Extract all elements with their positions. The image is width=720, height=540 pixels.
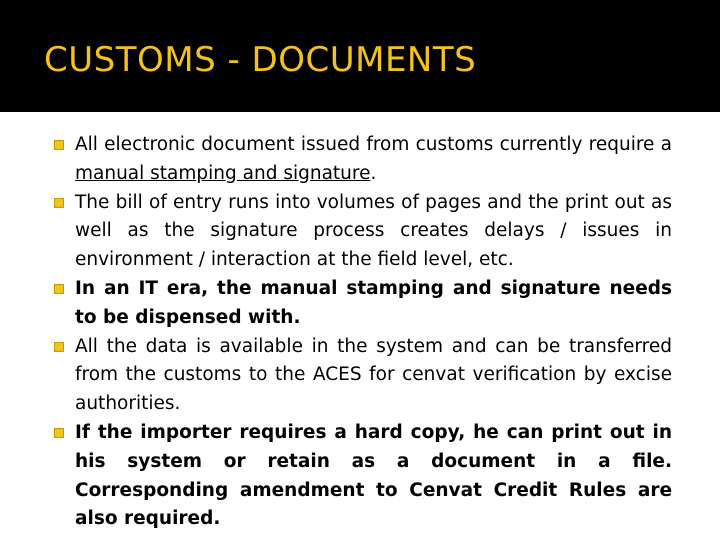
bullet-text: In an IT era, the manual stamping and signature needs to be dispensed with. <box>75 277 672 328</box>
bullet-item <box>54 131 672 189</box>
bullet-item <box>54 333 672 419</box>
bullet-text-end: . <box>370 162 377 184</box>
bullet-item <box>54 189 672 275</box>
bullet-item <box>54 419 672 534</box>
square-bullet-icon <box>54 284 64 294</box>
bullet-item <box>54 275 672 333</box>
slide-title: CUSTOMS - DOCUMENTS <box>44 40 477 80</box>
bullet-list <box>54 131 672 534</box>
square-bullet-icon <box>54 428 64 438</box>
underlined-phrase: manual stamping and signature <box>75 162 371 184</box>
bullet-text: If the importer requires a hard copy, he can print out in his system or retain as a document in a file. Corresponding amendment to Cenvat Credit Rules are also required. <box>75 421 672 530</box>
square-bullet-icon <box>54 198 64 208</box>
bullet-text: All the data is available in the system and can be transferred from the customs to the ACES for cenvat verification by excise authorities. <box>75 335 672 415</box>
square-bullet-icon <box>54 342 64 352</box>
square-bullet-icon <box>54 140 64 150</box>
title-bar <box>0 0 720 112</box>
bullet-text: The bill of entry runs into volumes of pages and the print out as well as the signature process creates delays / issues in environment / interaction at the field level, etc. <box>75 191 672 271</box>
bullet-text: All electronic document issued from customs currently require a <box>75 134 672 155</box>
